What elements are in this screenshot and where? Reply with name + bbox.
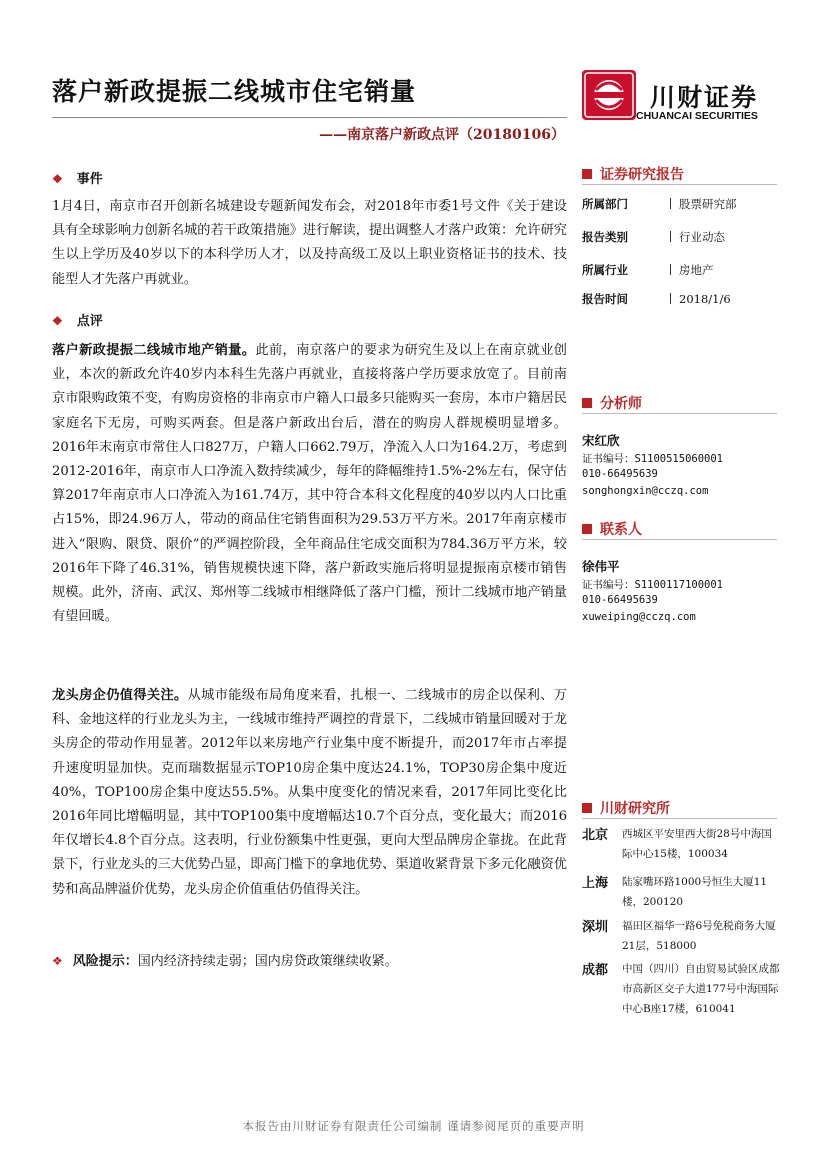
analyst-name: 宋红欣 — [582, 433, 620, 448]
sidebar-divider — [582, 539, 777, 540]
institute-heading: 川财研究所 — [582, 798, 670, 818]
chuancai-logo-icon — [582, 70, 636, 120]
analyst-phone: 010-66495639 — [582, 468, 658, 480]
analyst-heading: 分析师 — [582, 393, 642, 413]
comment-paragraph-1: 落户新政提振二线城市地产销量。此前，南京落户的要求为研究生及以上在南京就业创业，本次的新政允许40岁内本科生先落户再就业，直接将落户学历要求放宽了。目前南京市限购政策不变，有购房资格的非南京市户籍人口最多只能购买一套房，本市户籍居民家庭名下无房，可购买两套。但是落户新政出台后，潜在的购房人群规模明显增多。2016年末南京市常住人口827万，户籍人口662.79万，净流入人口为164.2万，考虑到2012-2016年，南京市人口净流入数持续减少，每年的降幅维持1.5%-2%左右，保守估算2017年南京市人口净流入为161.74万，其中符合本科文化程度的40岁以内人口比重占15%，即24.96万人，带动的商品住宅销售面积为29.53万平方米。2017年南京楼市进入“限购、限贷、限价”的严调控阶段，全年商品住宅成交面积为784.36万平方米，较2016年下降了46.31%，销售规模快速下降，落户新政实施后将明显提振南京楼市销售规模。此外，济南、武汉、郑州等二线城市相继降低了落户门槛，预计二线城市地产销量有望回暖。 — [52, 343, 567, 625]
contact-heading: 联系人 — [582, 519, 642, 539]
square-bullet-icon — [582, 803, 592, 813]
risk-text: 国内经济持续走弱；国内房贷政策继续收紧。 — [137, 954, 398, 969]
sidebar-divider — [582, 413, 777, 414]
report-title: 落户新政提振二线城市住宅销量 — [52, 77, 417, 106]
square-bullet-icon — [582, 169, 592, 179]
contact-name: 徐伟平 — [582, 559, 620, 574]
contact-email[interactable]: xuweiping@cczq.com — [582, 611, 696, 623]
brand-name-en: CHUANCAI SECURITIES — [636, 110, 758, 122]
analyst-email[interactable]: songhongxin@cczq.com — [582, 485, 709, 497]
diamond-bullet-icon: ❖ — [52, 314, 63, 328]
analyst-cert: 证书编号：S1100515060001 — [582, 453, 724, 465]
contact-cert: 证书编号：S1100117100001 — [582, 579, 724, 591]
square-bullet-icon — [582, 398, 592, 408]
report-type-heading: 证券研究报告 — [582, 164, 684, 184]
risk-notice — [52, 950, 398, 969]
info-row-category: 报告类别 行业动态 — [582, 230, 725, 244]
comment-paragraph-2: 龙头房企仍值得关注。从城市能级布局角度来看，扎根一、二线城市的房企以保利、万科、金地这样的行业龙头为主，一线城市维持严调控的背景下，二线城市销量回暖对于龙头房企的带动作用显著。2012年以来房地产行业集中度不断提升，而2017年市占率提升速度明显加快。克而瑞数据显示TOP10房企集中度达24.1%，TOP30房企集中度近40%，TOP100房企集中度达55.5%。从集中度变化的情况来看，2017年同比变化比2016年同比增幅明显，其中TOP100集中度增幅达10.7个百分点，变化最大；而2016年仅增长4.8个百分点。这表明，行业份额集中性更强，更向大型品牌房企靠拢。在此背景下，行业龙头的三大优势凸显，即高门槛下的拿地优势、渠道收紧背景下多元化融资优势和高品牌溢价优势，龙头房企价值重估仍值得关注。 — [52, 688, 567, 897]
event-heading: ❖ 事件 — [52, 172, 103, 187]
paragraph-lead: 落户新政提振二线城市地产销量。 — [52, 343, 256, 358]
paragraph-lead: 龙头房企仍值得关注。 — [52, 688, 188, 703]
risk-label: 风险提示： — [72, 954, 138, 969]
title-divider — [52, 117, 567, 118]
report-subtitle: ——南京落户新政点评（20180106） — [319, 127, 565, 143]
comment-heading: ❖ 点评 — [52, 314, 103, 329]
diamond-bullet-icon: ❖ — [52, 172, 63, 186]
info-row-date: 报告时间 2018/1/6 — [582, 292, 731, 306]
sidebar-divider — [582, 184, 777, 185]
contact-phone: 010-66495639 — [582, 594, 658, 606]
event-paragraph: 1月4日，南京市召开创新名城建设专题新闻发布会，对2018年市委1号文件《关于建设具有全球影响力创新名城的若干政策措施》进行解读，提出调整人才落户政策：允许研究生以上学历及40岁以下的本科学历人才，以及持高级工及以上职业资格证书的技术、技能型人才先落户再就业。 — [52, 199, 567, 287]
square-bullet-icon — [582, 524, 592, 534]
diamond-bullet-icon: ❖ — [52, 954, 63, 968]
info-row-department: 所属部门 股票研究部 — [582, 197, 737, 211]
sidebar-divider — [582, 818, 777, 819]
info-row-industry: 所属行业 房地产 — [582, 263, 714, 277]
brand-name-cn: 川财证券 — [650, 83, 759, 112]
footer-disclaimer: 本报告由川财证券有限责任公司编制 谨请参阅尾页的重要声明 — [242, 1119, 585, 1133]
